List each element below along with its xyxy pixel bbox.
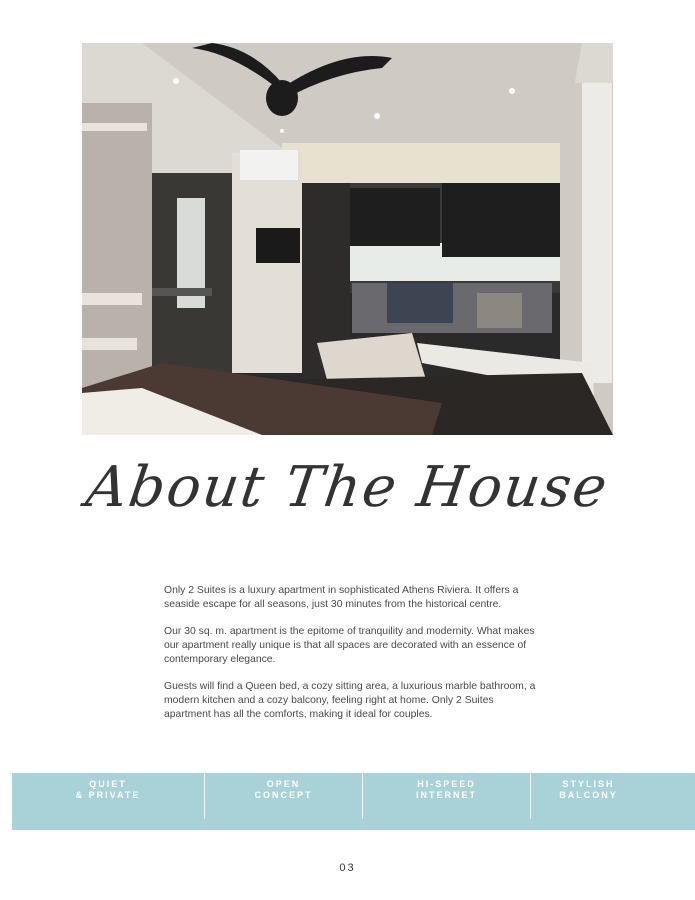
feature-quiet-private xyxy=(12,773,204,819)
feature-line: HI-SPEED xyxy=(417,779,476,789)
apartment-photo xyxy=(82,43,613,435)
description-text xyxy=(164,584,536,735)
feature-line: & PRIVATE xyxy=(75,790,141,800)
paragraph: Guests will find a Queen bed, a cozy sitting area, a luxurious marble bathroom, a modern kitchen and a cozy balcony, feeling right at home. Only 2 Suites apartment has all the comforts, making it ideal for couples. xyxy=(164,681,536,720)
feature-line: QUIET xyxy=(89,779,127,789)
feature-hi-speed-internet xyxy=(363,773,530,819)
features-bar xyxy=(12,773,695,830)
feature-open-concept xyxy=(205,773,362,819)
feature-line: INTERNET xyxy=(416,790,477,800)
section-heading: About The House xyxy=(82,455,613,520)
feature-line: OPEN xyxy=(266,779,301,789)
paragraph: Only 2 Suites is a luxury apartment in sophisticated Athens Riviera. It offers a seaside escape for all seasons, just 30 minutes from the historical centre. xyxy=(164,585,519,610)
feature-line: BALCONY xyxy=(559,790,618,800)
paragraph: Our 30 sq. m. apartment is the epitome of tranquility and modernity. What makes our apartment really unique is that all spaces are decorated with an essence of contemporary elegance. xyxy=(164,626,535,665)
feature-line: CONCEPT xyxy=(254,790,313,800)
feature-line: STYLISH xyxy=(562,779,615,789)
feature-stylish-balcony xyxy=(531,773,646,819)
page-number: 03 xyxy=(339,862,356,874)
